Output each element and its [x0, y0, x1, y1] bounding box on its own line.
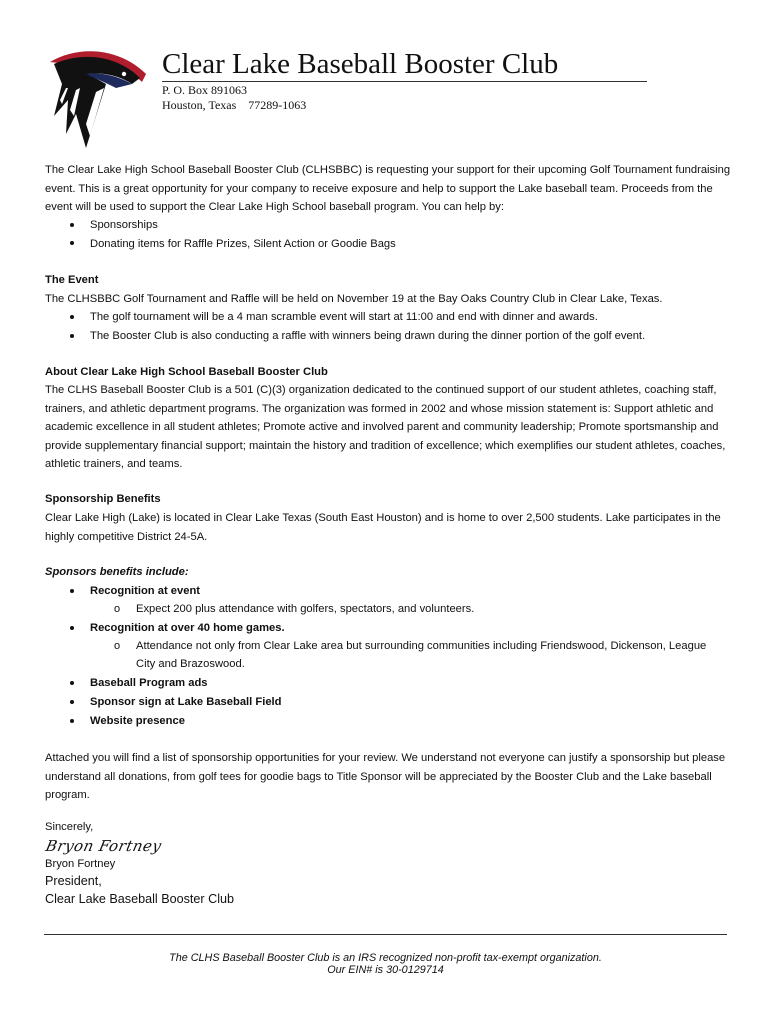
intro-bullet-donating: Donating items for Raffle Prizes, Silent Action or Goodie Bags — [90, 238, 396, 250]
bullet-icon — [70, 626, 74, 630]
closing-paragraph: Attached you will find a list of sponsorship opportunities for your review. We understand not everyone can justify a sponsorship but please understand all donations, from golf tees for goodie bags to Title Sponsor will be appreciated by the Booster Club and the Lake baseball program. — [45, 752, 726, 802]
sincerely-text: Sincerely, — [45, 821, 94, 833]
benefit-program-ads: Baseball Program ads — [90, 677, 208, 689]
sponsorship-heading: Sponsorship Benefits — [45, 493, 161, 505]
sub-bullet-marker: o — [114, 603, 121, 615]
bullet-icon — [70, 719, 74, 723]
event-text: The CLHSBBC Golf Tournament and Raffle will be held on November 19 at the Bay Oaks Country Club in Clear Lake, Texas. — [45, 293, 663, 305]
signer-role: President, — [45, 874, 102, 888]
benefit-website: Website presence — [90, 715, 185, 727]
benefit-recognition-event-detail: Expect 200 plus attendance with golfers, spectators, and volunteers. — [136, 603, 475, 615]
address-line-1: P. O. Box 891063 — [162, 83, 248, 97]
address-line-2: Houston, Texas 77289-1063 — [162, 98, 307, 112]
event-bullet-golf: The golf tournament will be a 4 man scramble event will start at 11:00 and end with dinner and awards. — [90, 311, 598, 323]
benefit-home-games-detail-2: City and Brazoswood. — [136, 658, 245, 670]
event-bullet-raffle: The Booster Club is also conducting a raffle with winners being drawn during the dinner portion of the golf event. — [90, 330, 646, 342]
benefit-recognition-event: Recognition at event — [90, 585, 201, 597]
bullet-icon — [70, 681, 74, 685]
club-title: Clear Lake Baseball Booster Club — [162, 47, 647, 82]
falcon-logo-icon — [46, 44, 152, 150]
bullet-icon — [70, 589, 74, 593]
footer-divider — [44, 934, 727, 935]
bullet-icon — [70, 223, 74, 227]
footer-line-1: The CLHS Baseball Booster Club is an IRS recognized non-profit tax-exempt organization. — [169, 952, 602, 964]
benefits-heading: Sponsors benefits include: — [45, 566, 189, 578]
signer-organization: Clear Lake Baseball Booster Club — [45, 892, 235, 906]
bullet-icon — [70, 241, 74, 245]
about-heading: About Clear Lake High School Baseball Booster Club — [45, 366, 328, 378]
bullet-icon — [70, 334, 74, 338]
intro-bullet-sponsorships: Sponsorships — [90, 219, 158, 231]
benefit-sponsor-sign: Sponsor sign at Lake Baseball Field — [90, 696, 282, 708]
intro-paragraph: The Clear Lake High School Baseball Booster Club (CLHSBBC) is requesting your support for their upcoming Golf Tournament fundraising event. This is a great opportunity for your company to receive exposure and help to support the Lake baseball team. Proceeds from the event will be used to support the Clear Lake High School baseball program. You can help by: — [45, 164, 731, 214]
sub-bullet-marker: o — [114, 640, 121, 652]
sponsorship-paragraph: Clear Lake High (Lake) is located in Clear Lake Texas (South East Houston) and is home to over 2,500 students. Lake participates in the highly competitive District 24-5A. — [45, 512, 721, 543]
signer-name: Bryon Fortney — [45, 858, 116, 870]
benefit-home-games: Recognition at over 40 home games. — [90, 622, 285, 634]
footer-line-2: Our EIN# is 30-0129714 — [327, 964, 444, 976]
about-paragraph: The CLHS Baseball Booster Club is a 501 (C)(3) organization dedicated to the continued support of our student athletes, coaching staff, trainers, and athletic department programs. The organization was formed in 2002 and whose mission statement is: Support athletic and academic excellence in all student athletes; Promote active and involved parent and community leadership; Promote sportsmanship and provide supplementary financial support; maintain the history and tradition of excellence; which exemplifies our student athletes, coaches, athletic trainers, and teams. — [45, 384, 726, 471]
signature: Bryon Fortney — [44, 837, 164, 855]
event-heading: The Event — [45, 274, 99, 286]
bullet-icon — [70, 315, 74, 319]
benefit-home-games-detail-1: Attendance not only from Clear Lake area but surrounding communities including Friendswood, Dickenson, League — [136, 640, 707, 652]
bullet-icon — [70, 700, 74, 704]
